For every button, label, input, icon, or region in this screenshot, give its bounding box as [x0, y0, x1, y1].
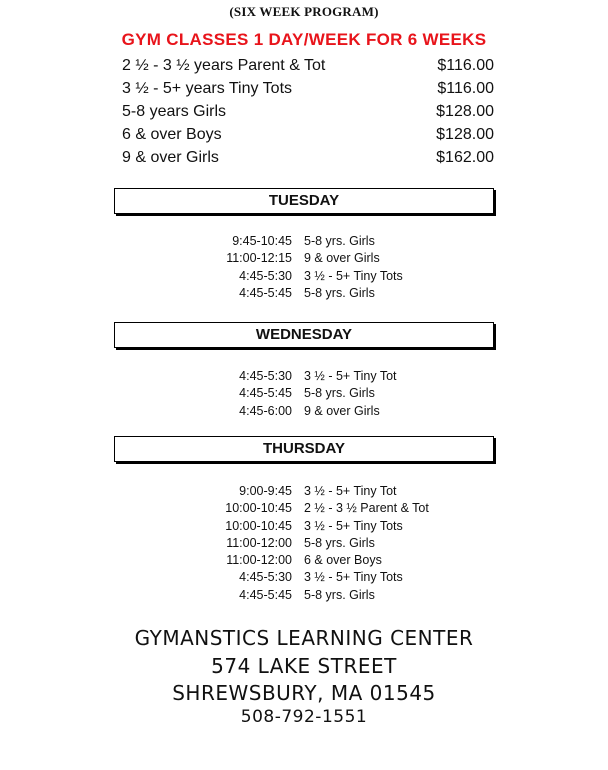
class-name: 2 ½ - 3 ½ Parent & Tot	[304, 501, 429, 516]
class-name: 3 ½ - 5+ Tiny Tot	[304, 484, 397, 498]
price-amount: $116.00	[437, 57, 494, 74]
class-name: 3 ½ - 5+ Tiny Tots	[304, 268, 403, 283]
class-time: 4:45-6:00	[239, 403, 292, 418]
price-label: 9 & over Girls	[122, 149, 219, 166]
price-amount: $116.00	[437, 80, 494, 97]
price-row	[122, 54, 494, 77]
class-time: 4:45-5:30	[239, 369, 292, 383]
center-phone: 508-792-1551	[240, 707, 368, 727]
thursday-header: THURSDAY	[114, 436, 494, 462]
schedule-row	[0, 268, 608, 285]
schedule-row	[0, 250, 608, 267]
price-row	[122, 146, 494, 169]
schedule-row	[0, 385, 608, 402]
schedule-row	[0, 552, 608, 569]
center-name: GYMANSTICS LEARNING CENTER	[134, 626, 474, 650]
class-name: 5-8 yrs. Girls	[304, 234, 375, 248]
schedule-row	[0, 569, 608, 586]
schedule-row	[0, 483, 608, 500]
class-name: 5-8 yrs. Girls	[304, 285, 375, 300]
class-name: 3 ½ - 5+ Tiny Tots	[304, 570, 403, 585]
class-time: 4:45-5:45	[239, 587, 292, 602]
schedule-row	[0, 368, 608, 385]
program-subtitle: (SIX WEEK PROGRAM)	[229, 4, 379, 19]
program-headline: GYM CLASSES 1 DAY/WEEK FOR 6 WEEKS	[121, 30, 487, 49]
schedule-row	[0, 285, 608, 302]
class-name: 5-8 yrs. Girls	[304, 587, 375, 602]
schedule-row	[0, 535, 608, 552]
schedule-row	[0, 587, 608, 604]
tuesday-schedule	[0, 233, 608, 302]
price-row	[122, 100, 494, 123]
wednesday-schedule	[0, 368, 608, 420]
schedule-row	[0, 518, 608, 535]
class-time: 11:00-12:00	[226, 535, 292, 550]
schedule-row	[0, 233, 608, 250]
class-time: 4:45-5:45	[239, 386, 292, 401]
class-time: 10:00-10:45	[225, 501, 292, 516]
wednesday-header: WEDNESDAY	[114, 322, 494, 348]
class-time: 9:45-10:45	[232, 234, 292, 248]
class-name: 3 ½ - 5+ Tiny Tots	[304, 518, 403, 533]
price-amount: $162.00	[436, 149, 494, 166]
price-amount: $128.00	[436, 103, 494, 120]
class-name: 6 & over Boys	[304, 553, 382, 568]
class-time: 9:00-9:45	[239, 484, 292, 498]
schedule-row	[0, 403, 608, 420]
center-street: 574 LAKE STREET	[211, 654, 397, 678]
class-time: 4:45-5:45	[239, 285, 292, 300]
class-time: 4:45-5:30	[239, 268, 292, 283]
price-list	[122, 54, 494, 169]
class-name: 3 ½ - 5+ Tiny Tot	[304, 369, 397, 383]
schedule-row	[0, 500, 608, 517]
price-label: 5-8 years Girls	[122, 103, 227, 120]
price-row	[122, 77, 494, 100]
class-name: 9 & over Girls	[304, 403, 380, 418]
tuesday-header: TUESDAY	[114, 188, 494, 214]
class-time: 11:00-12:00	[226, 553, 292, 568]
price-label: 2 ½ - 3 ½ years Parent & Tot	[122, 57, 326, 74]
class-name: 5-8 yrs. Girls	[304, 535, 375, 550]
class-time: 4:45-5:30	[239, 570, 292, 585]
class-time: 11:00-12:15	[226, 251, 292, 266]
price-label: 6 & over Boys	[122, 126, 222, 143]
price-label: 3 ½ - 5+ years Tiny Tots	[122, 80, 293, 97]
price-row	[122, 123, 494, 146]
price-amount: $128.00	[436, 126, 494, 143]
class-time: 10:00-10:45	[225, 518, 292, 533]
class-name: 9 & over Girls	[304, 251, 380, 266]
thursday-schedule	[0, 483, 608, 604]
center-city: SHREWSBURY, MA 01545	[172, 681, 436, 705]
class-name: 5-8 yrs. Girls	[304, 386, 375, 401]
